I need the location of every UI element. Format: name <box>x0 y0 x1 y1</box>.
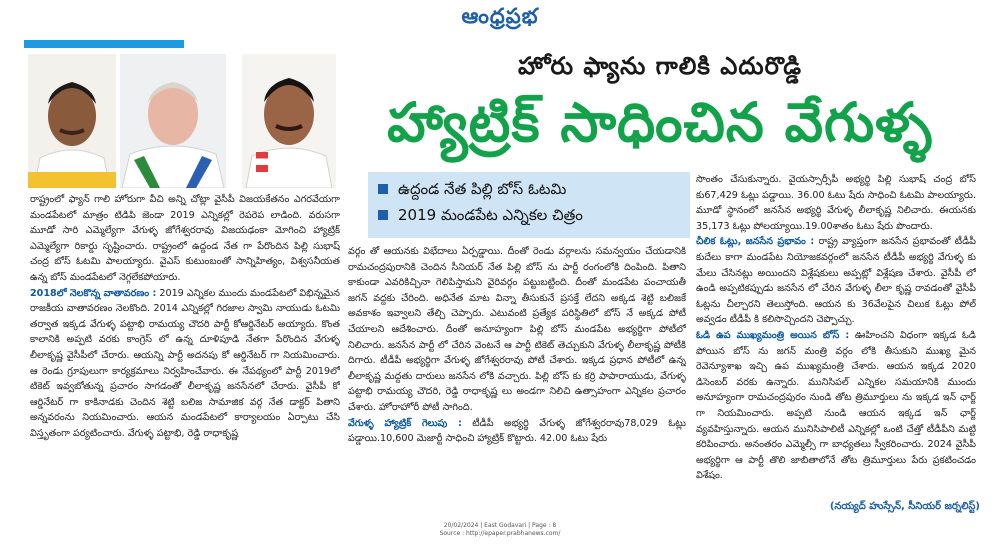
highlight-text: 2019 మండపేట ఎన్నికల చిత్రం <box>398 206 583 224</box>
section-subtitle: చీలిక ఓట్లు, జనసేన ప్రభావం : <box>696 236 815 248</box>
article-paragraph <box>696 234 976 328</box>
section-text: 2019 ఎన్నికల ముందు మండపేటలో విభిన్నమైన రాజకీయ వాతావరణం నెలకొంది. 2014 ఎన్నికల్లో గిరజాల స్వామి నాయుడు ఓటమి తర్వాత ఇక్కడ వేగుళ్ళ పట్టాభి రామయ్య చౌదరి పార్టీ కోఆర్డినేటర్ అయ్యారు. కొంత కాలానికి అప్పటి వరకు కాంగ్రెస్ లో ఉన్న దూళిపూడి నేతగా పేరొందిన వేగుళ్ళ లీలాకృష్ణ వైసీపీలో చేరారు. ఆయన్ని పార్టీ అదనపు కో ఆర్డినేటర్ గా నియమించారు. ఆ రెండు గ్రూపులుగా కార్యక్రమాలు నిర్వహించేవారు. ఈ నేపథ్యంలో పార్టీ 2019లో టికెట్ ఇవ్వబోతున్న ప్రచారం సాగడంతో లీలాకృష్ణ జనసేనలో చేరారు. వైసీపీ కో ఆర్డినేటర్ గా కాకినాడకు చెందిన శెట్టి బలిజ సామాజిక వర్గ నేత డాక్టర్ పితాని అన్నవరంను నియమించారు. ఆయన మండపేటలో కార్యాలయం ఏర్పాటు చేసి విస్తృతంగా పర్యటించారు. వేగుళ్ళ పట్టాభి, రెడ్డి రాధాకృష్ణ <box>30 287 340 439</box>
party-flag-strip <box>256 152 268 172</box>
article-paragraph <box>348 416 686 447</box>
article-column-2 <box>348 244 686 494</box>
page-footer <box>0 522 1000 538</box>
article-paragraph <box>30 286 340 442</box>
masthead <box>0 0 1000 30</box>
highlight-item <box>368 202 690 228</box>
author-byline: (నయ్యద్ హుస్సేన్, సీనియర్ జర్నలిస్ట్) <box>829 501 980 512</box>
photo-strip <box>28 54 338 190</box>
article-paragraph: రాష్ట్రంలో ఫ్యాన్ గాలి హోరుగా వీచి అన్ని చోట్లా వైసీపీ విజయకేతనం ఎగరవేయగా మండపేటలో మాత్రం టిడిపి జెండా 2019 ఎన్నికల్లో రెపరెప లాడింది. వరుసగా మూడో సారి ఎమ్మెల్యేగా వేగుళ్ళ జోగేశ్వరరావు విజయఢంకా మోగించి హ్యాట్రిక్ ఎమ్మెల్యేగా రికార్డు సృష్టించారు. రాష్ట్రంలో ఉద్దండ నేత గా పేరొందిన పిల్లి సుభాష్ చంద్ర బోస్ ఓటమి పాలయ్యారు. వైఎస్ కుటుంబంతో సాన్నిహిత్యం, విశ్వసనీయత ఉన్న బోస్ మండపేటలో నెగ్గలేకపోయారు. <box>30 194 340 283</box>
bullet-square-icon <box>378 210 388 220</box>
highlight-text: ఉద్దండ నేత పిల్లి బోస్ ఓటమి <box>398 180 567 198</box>
section-text: రాష్ట్ర వ్యాప్తంగా జనసేన ప్రభావంతో టీడీపీ కుదేలు కాగా మండపేట నియోజకవర్గంలో జనసేన టీడీపీ అభ్యర్థి వేగుళ్ళ కు మేలు చేసినట్లు అయిందని విశ్లేషకులు అప్పట్లో విశ్లేషణ చేశారు. వైసీపీ లో ఉండి అప్పటికప్పుడు జనసేన లో చేరిన వేగుళ్ళ లీలా కృష్ణ రావడంతో వైసీపీ ఓట్లను చీల్చారని తెలుస్తోంది. ఆయన కు 36వేలపైన చిలుక ఓట్లు పోల్ అవ్వడం టీడీపీ కి కలిసొచ్చిందని చెప్పొచ్చు. <box>696 236 976 326</box>
bullet-square-icon <box>378 184 388 194</box>
article-paragraph: వర్గం తో ఆయనకు విభేదాలు ఏర్పడ్డాయి. దీంతో రెండు వర్గాలను సమన్వయం చేయడానికి రామచంద్రపురానికి చెందిన సీనియర్ నేత పిల్లి బోస్ ను పార్టీ రంగంలోకి దింపింది. పితాని కాకుండా ఎవరికిచ్చినా గెలిపిస్తామని వైరివర్గం పట్టుబట్టింది. దీంతో మండపేట పంచాయతీ జగన్ వద్దకు చేరింది. అధినేత మాట విన్నా తీసుకునే ప్రసక్తే లేదని అక్కడ శెట్టి బలిజకే అవకాశం ఇవ్వాలని తేల్చి చెప్పారు. ఎటువంటి ప్రత్యేక పరిస్థితిలో బోస్ నే అక్కడ పోటీ చేయాలని ఆదేశించారు. దీంతో అనూహ్యంగా పిల్లి బోస్ మండపేట అభ్యర్థిగా పోటీలో నిలిచారు. జనసేన పార్టీ లో చేరిన వెంటనే ఆ పార్టీ టికెట్ తెచ్చుకుని వేగుళ్ళ లీలాకృష్ణ పోటీకి దిగారు. టీడీపీ అభ్యర్థిగా వేగుళ్ళ జోగేశ్వరరావు పోటీ చేశారు. ఇక్కడ ప్రధాన పోటీలో ఉన్న లీలాకృష్ణ మద్దతు దారులు జనసేన లోకి వచ్చారు. పిల్లి బోస్ కు కర్రి పాపారాయుడు, వేగుళ్ళ పట్టాభి రామయ్య చౌదరి, రెడ్డి రాధాకృష్ణ లు అండగా నిలిచి ఉత్సాహంగా ఎన్నికల ప్రచారం చేశారు. హోరాహోరీ పోటీ సాగింది. <box>348 246 686 413</box>
article-paragraph: సొంతం చేసుకున్నారు. వైయస్సార్సీపీ అభ్యర్థి పిల్లి సుభాష్ చంద్ర బోస్ కు67,429 ఓట్లు పడ్డాయి. 36.00 ఓటు షేరు సాధించి ఓటమి పాలయ్యారు. మూడో స్థానంలో జనసేన అభ్యర్థి వేగుళ్ళ లీలాకృష్ణ నిలిచారు. ఈయనకు 35,173 ఓట్లు పోలయ్యాయి.19.00శాతం ఓటు షేరు పొందారు. <box>696 174 976 232</box>
highlights-box <box>368 172 690 238</box>
newspaper-logo: ఆంధ్రప్రభ <box>461 3 539 28</box>
article-column-3 <box>696 172 976 502</box>
portrait-photo-1 <box>28 54 116 188</box>
main-headline: హ్యాట్రిక్ సాధించిన వేగుళ్ళ <box>387 91 933 154</box>
article-paragraph <box>696 328 976 484</box>
section-text: ఊహించని విధంగా ఇక్కడ ఓడి పోయిన బోస్ ను జగన్ మంత్రి వర్గం లోకి తీసుకుని ముఖ్య మైన రెవెన్యూశాఖ ఇచ్చి ఉప ముఖ్యమంత్రి చేశారు. ఆయన ఇక్కడ 2020 డిసెంబర్ వరకు ఉన్నారు. మునిసిపల్ ఎన్నికల సమయానికి ముందు అనూహ్యంగా రామచంద్రపురం నుండి తోట త్రిమూర్తులు ను ఇక్కడ ఇన్ ఛార్జ్ గా నియమించారు. అప్పటి నుండి ఆయన ఇక్కడ ఇన్ ఛార్జ్ వ్యవహిస్తున్నారు. ఆయన మునిసిపాలిటీ ఎన్నికల్లో ఒంటి చేత్తో టీడీపీని మట్టి కరిపించారు. అనంతరం ఎమ్మెల్సీ గా బాధ్యతలు స్వీకరించారు. 2024 వైసీపీ అభ్యర్థిగా ఆ పార్టీ తొలి జాబితాలోనే తోట త్రిమూర్తులు పేరు ప్రకటించడం విశేషం. <box>696 329 976 482</box>
kicker-headline: హోరు ఫ్యాను గాలికి ఎదురొడ్డి <box>517 52 803 80</box>
section-subtitle: 2018లో నెలకొన్న వాతావరణం : <box>30 287 157 299</box>
edition-info: 20/02/2024 | East Godavari | Page : 8 <box>443 522 557 529</box>
highlight-item <box>368 176 690 202</box>
accent-bar <box>24 40 184 48</box>
section-subtitle: వేగుళ్ళ హ్యాట్రిక్ గెలుపు : <box>348 417 462 429</box>
section-subtitle: ఓడి ఉప ముఖ్యమంత్రి అయిన బోస్ : <box>696 329 850 341</box>
source-link[interactable]: Source : http://epaper.prabhanews.com/ <box>439 530 561 537</box>
section-text: టీడీపీ అభ్యర్థి వేగుళ్ళ జోగేశ్వరరావు78,029 ఓట్లు పడ్డాయి.10,600 మెజార్టీ సాధించి హ్యాట్రిక్ కొట్టారు. 42.00 ఓటు షేరు <box>348 417 686 445</box>
article-column-1 <box>30 192 340 522</box>
portrait-photo-2 <box>120 54 226 188</box>
